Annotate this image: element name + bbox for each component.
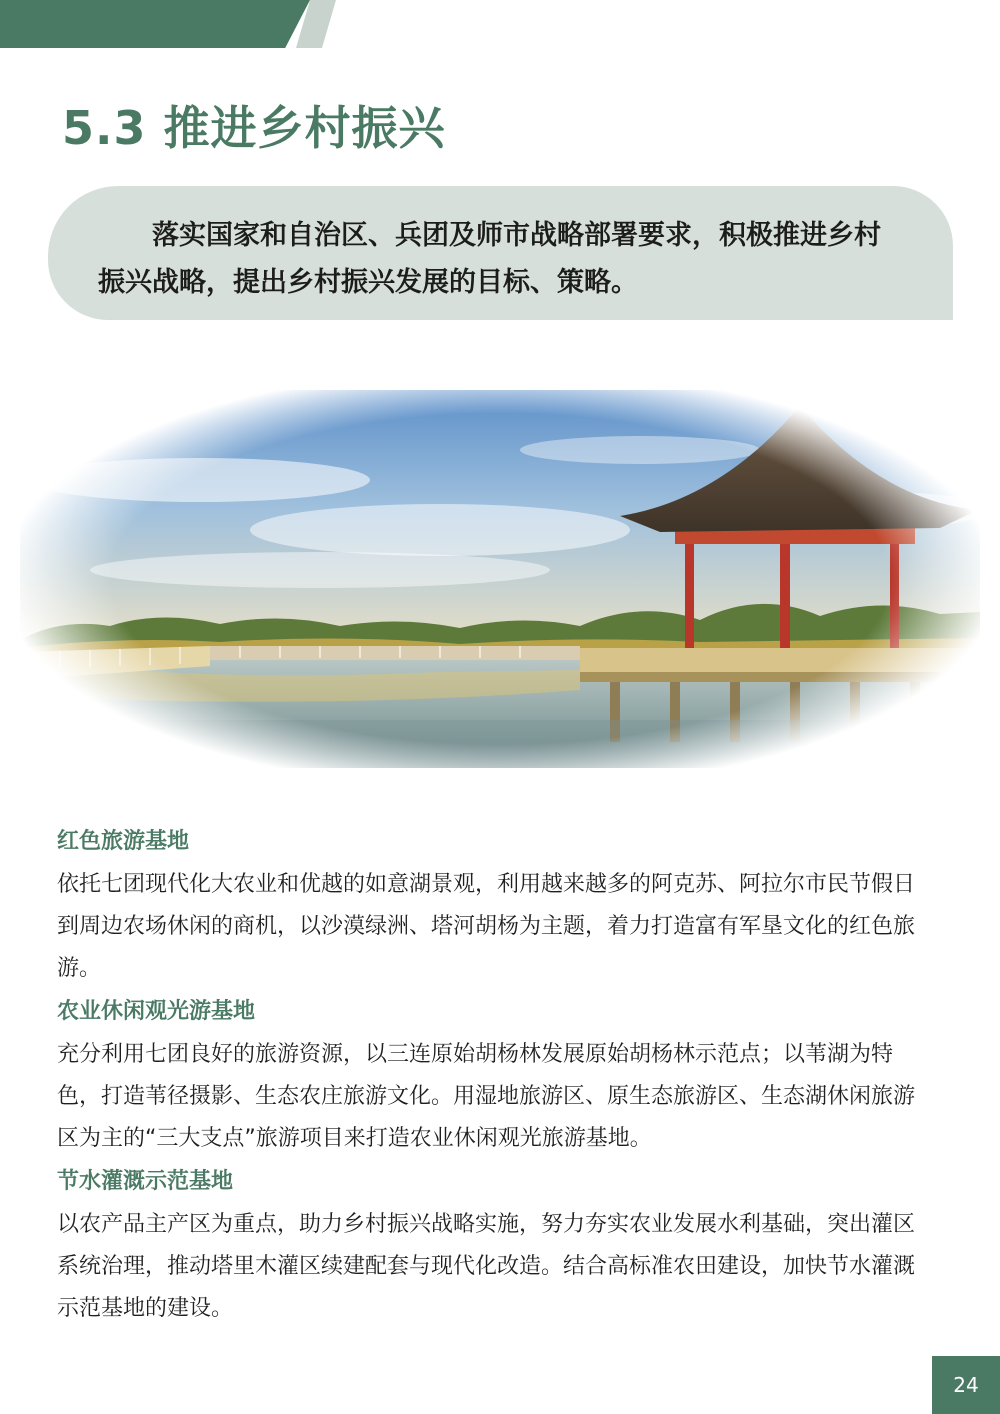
page-number: 24 bbox=[932, 1356, 1000, 1414]
intro-box bbox=[48, 186, 953, 320]
section-red-tourism bbox=[57, 826, 932, 990]
section-agri-leisure-tourism bbox=[57, 996, 932, 1160]
section-heading: 节水灌溉示范基地 bbox=[57, 1169, 234, 1194]
section-heading: 红色旅游基地 bbox=[57, 829, 190, 854]
section-heading: 农业休闲观光游基地 bbox=[57, 999, 256, 1024]
header-band bbox=[0, 0, 310, 48]
section-body: 依托七团现代化大农业和优越的如意湖景观，利用越来越多的阿克苏、阿拉尔市民节假日到周边农场休闲的商机，以沙漠绿洲、塔河胡杨为主题，着力打造富有军垦文化的红色旅游。 bbox=[57, 872, 916, 981]
section-body: 充分利用七团良好的旅游资源，以三连原始胡杨林发展原始胡杨林示范点；以苇湖为特色，打造苇径摄影、生态农庄旅游文化。用湿地旅游区、原生态旅游区、生态湖休闲旅游区为主的“三大支点”旅游项目来打造农业休闲观光旅游基地。 bbox=[57, 1042, 916, 1151]
section-water-saving-irrigation bbox=[57, 1166, 932, 1330]
intro-text: 落实国家和自治区、兵团及师市战略部署要求，积极推进乡村振兴战略，提出乡村振兴发展的目标、策略。 bbox=[98, 220, 881, 298]
page-title: 5.3 推进乡村振兴 bbox=[62, 101, 446, 155]
section-body: 以农产品主产区为重点，助力乡村振兴战略实施，努力夯实农业发展水利基础，突出灌区系统治理，推动塔里木灌区续建配套与现代化改造。结合高标准农田建设，加快节水灌溉示范基地的建设。 bbox=[57, 1212, 916, 1321]
lake-pavilion-photo bbox=[20, 390, 980, 768]
